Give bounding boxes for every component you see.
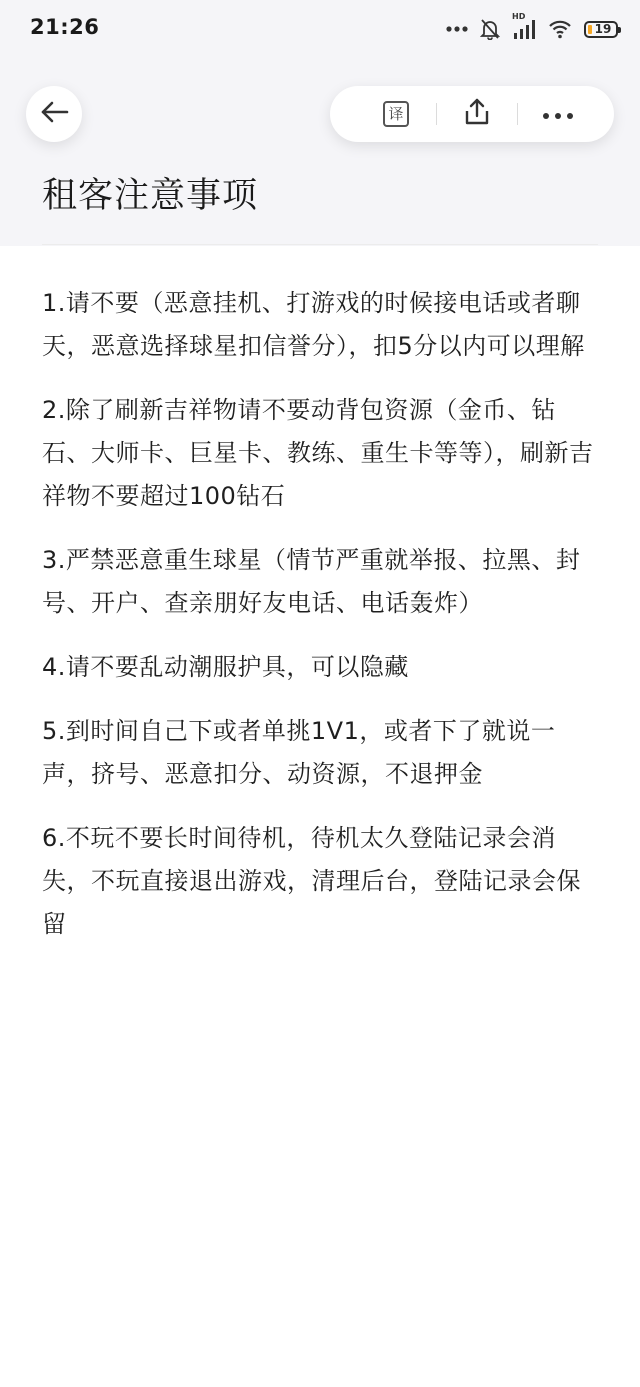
article-body	[42, 282, 598, 967]
status-time: 21:26	[30, 15, 100, 39]
rule-paragraph-6: 6.不玩不要长时间待机，待机太久登陆记录会消失，不玩直接退出游戏，清理后台，登陆记录会保留	[42, 824, 581, 938]
wifi-icon	[548, 19, 572, 39]
translate-icon	[383, 101, 409, 127]
rule-paragraph-2: 2.除了刷新吉祥物请不要动背包资源（金币、钻石、大师卡、巨星卡、教练、重生卡等等），刷新吉祥物不要超过100钻石	[42, 396, 594, 510]
share-icon	[462, 97, 492, 131]
signal-icon	[512, 12, 536, 40]
back-button[interactable]	[26, 86, 82, 142]
translate-label: 译	[388, 104, 404, 123]
share-button[interactable]	[437, 86, 517, 142]
title-divider	[42, 244, 598, 245]
rule-paragraph-3: 3.严禁恶意重生球星（情节严重就举报、拉黑、封号、开户、查亲朋好友电话、电话轰炸）	[42, 546, 581, 617]
status-bar	[0, 0, 640, 58]
more-dots-icon	[542, 105, 574, 124]
translate-button[interactable]	[356, 86, 436, 142]
rule-paragraph-1: 1.请不要（恶意挂机、打游戏的时候接电话或者聊天，恶意选择球星扣信誉分），扣5分以内可以理解	[42, 289, 585, 360]
rule-paragraph-5: 5.到时间自己下或者单挑1V1，或者下了就说一声，挤号、恶意扣分、动资源，不退押金	[42, 717, 556, 788]
battery-level: 19	[594, 22, 612, 36]
action-toolbar	[330, 86, 614, 142]
arrow-left-icon	[39, 101, 69, 127]
mute-bell-icon	[480, 18, 500, 40]
status-icons	[446, 12, 618, 42]
more-button[interactable]	[518, 86, 598, 142]
network-type-label: HD	[512, 12, 526, 21]
more-dots-status-icon	[446, 26, 468, 32]
page-title: 租客注意事项	[42, 176, 259, 216]
rule-paragraph-4: 4.请不要乱动潮服护具，可以隐藏	[42, 653, 409, 681]
battery-icon	[584, 21, 618, 38]
